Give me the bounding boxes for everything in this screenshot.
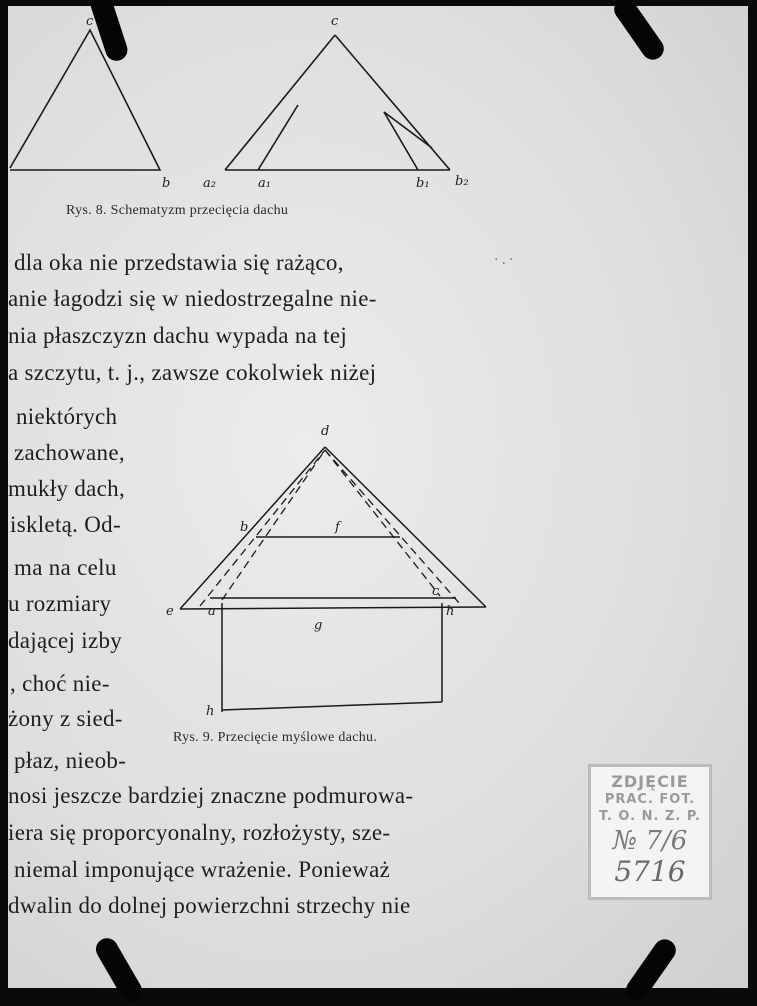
side-line-7: dającej izby [8, 628, 123, 653]
fig8-label-c-top: c [86, 14, 94, 29]
fig8-label-b2: b₂ [455, 174, 469, 189]
fig9-label-a: a [208, 604, 216, 619]
stamp-number: № 7/6 [612, 826, 688, 856]
bottom-line-1: nosi jeszcze bardziej znaczne podmurowa- [8, 783, 414, 808]
top-line-4: a szczytu, t. j., zawsze cokolwiek niżej [8, 360, 377, 385]
stamp-number-2: 5716 [614, 855, 686, 888]
margin-dots: ·.· [494, 252, 517, 268]
figure-8-diagram [10, 30, 450, 170]
stamp-line-2: PRAC. FOT. [604, 792, 696, 807]
side-line-5: ma na celu [14, 555, 117, 580]
fig8-label-b: b [162, 176, 171, 191]
figure-8-caption: Rys. 8. Schematyzm przecięcia dachu [66, 203, 289, 218]
top-line-3: nia płaszczyzn dachu wypada na tej [8, 323, 348, 348]
fig8-label-b1: b₁ [416, 176, 430, 191]
side-line-8: , choć nie- [10, 671, 110, 696]
fig9-label-c: c [432, 584, 440, 599]
fig9-label-e: e [166, 604, 174, 619]
top-line-2: anie łagodzi się w niedostrzegalne nie- [8, 286, 377, 311]
side-line-9: żony z sied- [8, 706, 123, 731]
bottom-line-3: niemal imponujące wrażenie. Ponieważ [14, 857, 391, 882]
fig9-label-d: d [321, 424, 330, 439]
fig8-label-a2: a₂ [203, 176, 216, 191]
fig9-label-g: g [314, 618, 323, 633]
side-line-6: u rozmiary [8, 591, 112, 616]
stamp-line-3: T. O. N. Z. P. [599, 809, 701, 824]
fig8-label-a1: a₁ [258, 176, 271, 191]
figure-9-caption: Rys. 9. Przecięcie myślowe dachu. [173, 730, 378, 745]
side-line-3: mukły dach, [8, 476, 125, 501]
bottom-line-4: dwalin do dolnej powierzchni strzechy nie [8, 893, 411, 918]
fig9-label-f: f [335, 520, 340, 535]
archive-stamp [588, 764, 712, 900]
fig9-label-h-bottom: h [206, 704, 215, 719]
bottom-line-2: iera się proporcyonalny, rozłożysty, sze- [8, 820, 391, 845]
top-line-1: dla oka nie przedstawia się rażąco, [14, 250, 344, 275]
fig9-label-h-right: h [446, 604, 455, 619]
stamp-line-1: ZDJĘCIE [611, 772, 689, 791]
side-line-2: zachowane, [14, 440, 125, 465]
fig8-label-c-apex: c [331, 14, 339, 29]
figure-9-diagram [180, 447, 486, 712]
fig9-label-b: b [240, 520, 249, 535]
side-line-4: iskletą. Od- [10, 512, 121, 537]
figure-9-dashed-lines [200, 450, 460, 606]
side-line-10: płaz, nieob- [14, 748, 127, 773]
side-line-1: niektórych [16, 404, 118, 429]
